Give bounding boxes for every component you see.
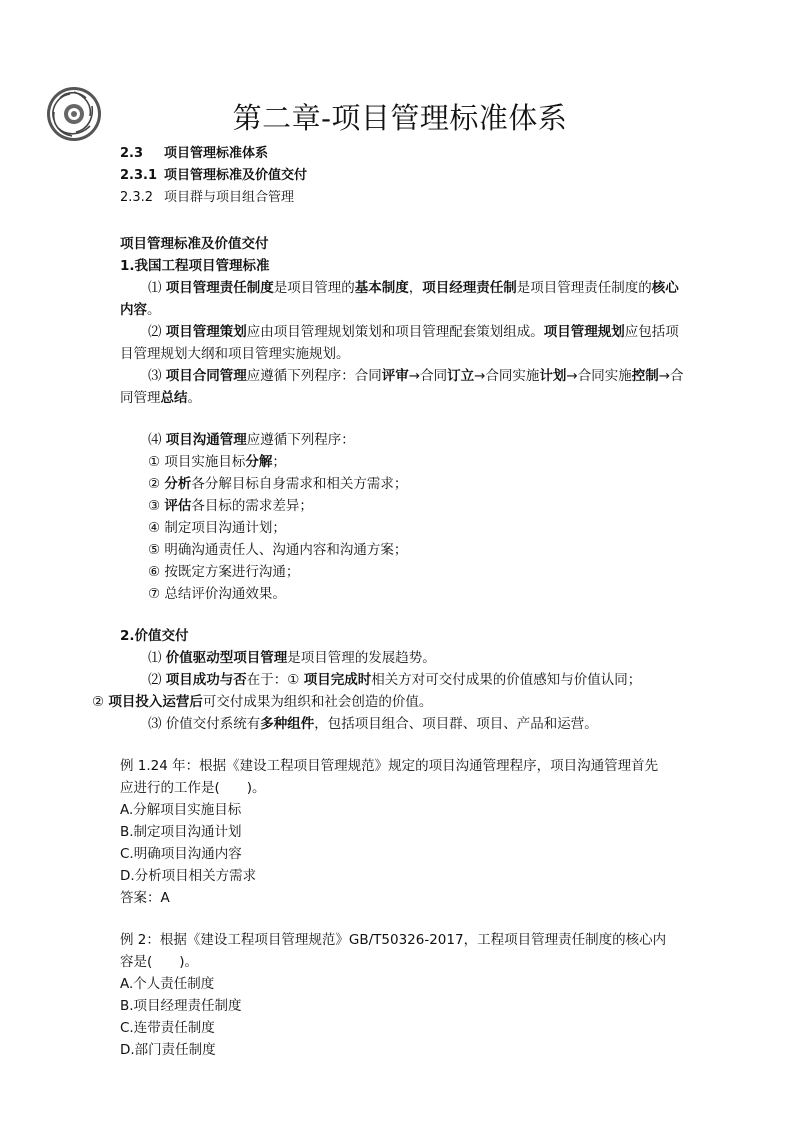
- toc-item: 2.3.2 项目群与项目组合管理: [120, 190, 295, 205]
- page-title: 第二章-项目管理标准体系: [232, 101, 568, 135]
- toc: [120, 143, 690, 209]
- question-2: 例 2：根据《建设工程项目管理规范》GB/T50326-2017，工程项目管理责任制度的核心内 容是( )。 A.个人责任制度 B.项目经理责任制度 C.连带责任制度 D.部门责任制度: [120, 929, 690, 1061]
- option: C.明确项目沟通内容: [120, 846, 242, 862]
- list-item: ④ 制定项目沟通计划；: [148, 520, 286, 536]
- document-body: [92, 143, 690, 1061]
- option: A.分解项目实施目标: [120, 802, 242, 818]
- section-heading: 项目管理标准及价值交付: [120, 236, 269, 252]
- paragraph-7: ⑶ 价值交付系统有多种组件，包括项目组合、项目群、项目、产品和运营。: [148, 716, 598, 732]
- list-item: ② 分析各分解目标自身需求和相关方需求；: [148, 476, 408, 492]
- paragraph-6: ⑵ 项目成功与否在于：① 项目完成时相关方对可交付成果的价值感知与价值认同； ② 项目投入运营后可交付成果为组织和社会创造的价值。: [92, 672, 642, 710]
- option: D.分析项目相关方需求: [120, 868, 257, 884]
- answer: 答案：A: [120, 890, 170, 906]
- option: B.项目经理责任制度: [120, 998, 242, 1014]
- toc-item: 2.3 项目管理标准体系: [120, 146, 269, 161]
- communication-steps: [120, 451, 690, 605]
- list-item: ① 项目实施目标分解；: [148, 454, 286, 470]
- subsection-heading-1: 1.我国工程项目管理标准: [120, 258, 270, 274]
- option: B.制定项目沟通计划: [120, 824, 242, 840]
- paragraph-4: ⑷ 项目沟通管理应遵循下列程序：: [148, 432, 355, 448]
- paragraph-5: ⑴ 价值驱动型项目管理是项目管理的发展趋势。: [148, 650, 436, 666]
- paragraph-2: ⑵ 项目管理策划应由项目管理规划策划和项目管理配套策划组成。项目管理规划应包括项目管理规划大纲和项目管理实施规划。: [120, 324, 679, 362]
- list-item: ⑥ 按既定方案进行沟通；: [148, 564, 300, 580]
- question-1: 例 1.24 年：根据《建设工程项目管理规范》规定的项目沟通管理程序，项目沟通管理首先 应进行的工作是( )。 A.分解项目实施目标 B.制定项目沟通计划 C.明确项目沟通内容 D.分析项目相关方需求 答案：A: [120, 755, 690, 909]
- paragraph-3: ⑶ 项目合同管理应遵循下列程序：合同评审→合同订立→合同实施计划→合同实施控制→合同管理总结。: [120, 368, 684, 406]
- option: C.连带责任制度: [120, 1020, 215, 1036]
- toc-item: 2.3.1 项目管理标准及价值交付: [120, 168, 308, 183]
- option: D.部门责任制度: [120, 1042, 216, 1058]
- paragraph-1: ⑴ 项目管理责任制度是项目管理的基本制度，项目经理责任制是项目管理责任制度的核心内容。: [120, 280, 679, 318]
- option: A.个人责任制度: [120, 976, 215, 992]
- list-item: ⑦ 总结评价沟通效果。: [148, 586, 286, 602]
- list-item: ③ 评估各目标的需求差异；: [148, 498, 313, 514]
- subsection-heading-2: 2.价值交付: [120, 628, 189, 644]
- list-item: ⑤ 明确沟通责任人、沟通内容和沟通方案；: [148, 542, 408, 558]
